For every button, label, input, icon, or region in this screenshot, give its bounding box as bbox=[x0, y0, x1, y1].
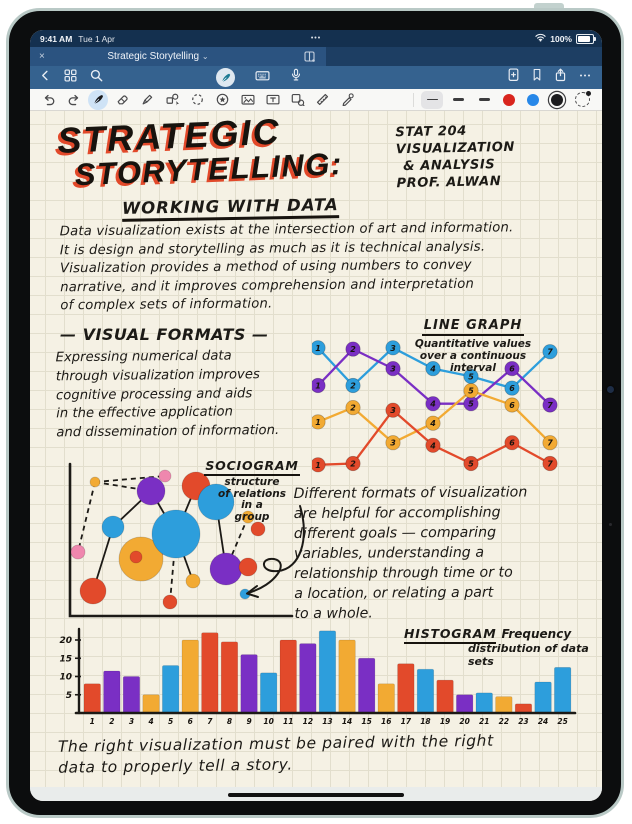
svg-text:2: 2 bbox=[109, 717, 115, 726]
sociogram-label: SOCIOGRAM structure of relations in a group bbox=[205, 458, 299, 523]
color-blue-button[interactable] bbox=[527, 94, 539, 106]
svg-text:6: 6 bbox=[509, 384, 515, 394]
add-page-button[interactable] bbox=[507, 68, 520, 87]
svg-text:4: 4 bbox=[430, 364, 436, 374]
svg-text:7: 7 bbox=[547, 401, 553, 410]
sociogram-arrow-icon bbox=[236, 499, 316, 609]
svg-text:7: 7 bbox=[547, 438, 553, 448]
svg-text:17: 17 bbox=[400, 717, 412, 726]
redo-button[interactable] bbox=[63, 90, 84, 110]
svg-text:4: 4 bbox=[148, 717, 154, 726]
svg-text:23: 23 bbox=[518, 717, 529, 726]
svg-text:6: 6 bbox=[509, 364, 515, 374]
wifi-icon bbox=[535, 33, 546, 44]
keyboard-button[interactable] bbox=[255, 69, 270, 87]
color-red-button[interactable] bbox=[503, 94, 515, 106]
svg-text:5: 5 bbox=[468, 459, 474, 469]
intro-paragraph: Data visualization exists at the intersection of art and information. It is design and storytelling as much as it is technical analysis. Visualization provides a method of using numbers to convey narrative, and it improves comprehension and interpretation of complex sets of information. bbox=[59, 220, 514, 314]
search-button[interactable] bbox=[90, 69, 103, 87]
svg-text:6: 6 bbox=[509, 401, 515, 410]
svg-text:3: 3 bbox=[390, 406, 396, 416]
svg-text:6: 6 bbox=[187, 717, 193, 726]
svg-text:3: 3 bbox=[128, 717, 135, 726]
svg-text:5: 5 bbox=[468, 386, 474, 396]
svg-text:6: 6 bbox=[509, 438, 515, 448]
pen-tool-button[interactable] bbox=[88, 90, 108, 110]
highlighter-tool-button[interactable] bbox=[137, 90, 158, 110]
svg-text:5: 5 bbox=[168, 717, 174, 726]
image-tool-button[interactable] bbox=[237, 90, 258, 110]
stroke-thick-button[interactable] bbox=[473, 91, 495, 109]
ipad-frame bbox=[6, 8, 624, 818]
svg-text:10: 10 bbox=[263, 717, 274, 726]
svg-text:5: 5 bbox=[65, 690, 72, 701]
main-toolbar bbox=[30, 66, 602, 89]
battery-icon bbox=[576, 34, 594, 44]
elements-tool-button[interactable] bbox=[287, 90, 308, 110]
ruler-tool-button[interactable] bbox=[312, 90, 333, 110]
tab-strategic-storytelling[interactable] bbox=[30, 47, 326, 66]
svg-text:7: 7 bbox=[547, 347, 553, 357]
text-tool-button[interactable] bbox=[262, 90, 283, 110]
svg-text:2: 2 bbox=[350, 381, 356, 391]
svg-text:9: 9 bbox=[246, 717, 252, 726]
note-title bbox=[57, 111, 344, 192]
tab-title[interactable]: Strategic Storytelling bbox=[107, 51, 200, 62]
undo-button[interactable] bbox=[38, 90, 59, 110]
back-button[interactable] bbox=[40, 69, 51, 87]
status-date: Tue 1 Apr bbox=[78, 33, 115, 44]
status-time: 9:41 AM bbox=[40, 33, 73, 44]
svg-text:12: 12 bbox=[302, 717, 314, 726]
svg-text:3: 3 bbox=[390, 364, 396, 374]
bookmark-button[interactable] bbox=[531, 68, 543, 87]
svg-text:8: 8 bbox=[226, 717, 233, 726]
svg-text:19: 19 bbox=[439, 717, 451, 726]
svg-text:5: 5 bbox=[468, 372, 474, 382]
eraser-tool-button[interactable] bbox=[112, 90, 133, 110]
chevron-down-icon[interactable]: ⌄ bbox=[201, 52, 209, 61]
side-sensor-icon bbox=[609, 523, 612, 526]
front-camera-icon bbox=[607, 386, 614, 393]
stroke-thin-button[interactable] bbox=[421, 91, 443, 109]
svg-text:7: 7 bbox=[547, 459, 553, 469]
svg-text:25: 25 bbox=[557, 717, 568, 726]
svg-text:24: 24 bbox=[537, 717, 549, 726]
svg-text:1: 1 bbox=[89, 717, 95, 726]
course-info: STAT 204 VISUALIZATION & ANALYSIS PROF. ALWAN bbox=[395, 123, 516, 192]
bottom-strip bbox=[30, 787, 602, 801]
battery-percent: 100% bbox=[550, 33, 572, 44]
histogram-title: HISTOGRAM bbox=[404, 626, 496, 644]
status-multitask-dots[interactable]: ••• bbox=[310, 35, 322, 42]
svg-text:22: 22 bbox=[498, 717, 510, 726]
toolbar-divider bbox=[413, 93, 414, 107]
close-tab-icon[interactable]: × bbox=[39, 51, 45, 62]
svg-text:3: 3 bbox=[390, 343, 396, 353]
closing-paragraph: The right visualization must be paired with the right data to properly tell a story. bbox=[57, 731, 494, 777]
histogram-label: HISTOGRAM Frequency distribution of data sets bbox=[404, 626, 589, 668]
tab-bar bbox=[30, 47, 602, 66]
svg-text:2: 2 bbox=[350, 403, 356, 413]
svg-text:1: 1 bbox=[315, 460, 321, 470]
status-bar bbox=[30, 30, 602, 47]
color-black-button[interactable] bbox=[551, 94, 563, 106]
pages-overview-button[interactable] bbox=[64, 69, 77, 87]
note-subtitle: WORKING WITH DATA bbox=[122, 195, 339, 222]
color-custom-button[interactable] bbox=[575, 92, 590, 107]
more-button[interactable] bbox=[578, 69, 592, 87]
svg-text:14: 14 bbox=[341, 717, 353, 726]
share-button[interactable] bbox=[554, 68, 567, 87]
sociogram-title: SOCIOGRAM bbox=[204, 458, 299, 476]
svg-text:11: 11 bbox=[283, 717, 294, 726]
line-graph-title: LINE GRAPH bbox=[422, 318, 525, 336]
svg-text:16: 16 bbox=[381, 717, 392, 726]
svg-text:13: 13 bbox=[322, 717, 333, 726]
svg-text:2: 2 bbox=[350, 345, 356, 355]
svg-text:3: 3 bbox=[390, 438, 396, 448]
visual-formats-heading: — VISUAL FORMATS — bbox=[60, 325, 269, 344]
svg-text:4: 4 bbox=[430, 399, 436, 409]
svg-text:4: 4 bbox=[430, 419, 436, 429]
svg-text:20: 20 bbox=[59, 636, 72, 646]
svg-text:1: 1 bbox=[315, 381, 321, 391]
microphone-button[interactable] bbox=[290, 68, 302, 87]
svg-text:10: 10 bbox=[59, 672, 72, 683]
stroke-medium-button[interactable] bbox=[447, 91, 469, 109]
formats-paragraph: Different formats of visualization are helpful for accomplishing different goals — comparing variables, understanding a relationship through time or to a location, or relating a part to a whole. bbox=[293, 484, 528, 623]
svg-text:18: 18 bbox=[420, 717, 431, 726]
shapes-tool-button[interactable] bbox=[162, 90, 183, 110]
note-title-line2: STORYTELLING: bbox=[74, 146, 344, 193]
svg-text:1: 1 bbox=[315, 417, 321, 427]
svg-text:15: 15 bbox=[361, 717, 372, 726]
svg-text:1: 1 bbox=[315, 343, 321, 353]
tool-options-bar bbox=[30, 89, 602, 111]
note-page[interactable] bbox=[30, 111, 602, 787]
svg-text:21: 21 bbox=[479, 717, 490, 726]
svg-text:15: 15 bbox=[59, 654, 72, 665]
tape-tool-button[interactable] bbox=[337, 90, 358, 110]
svg-text:5: 5 bbox=[468, 399, 474, 409]
svg-text:4: 4 bbox=[430, 441, 436, 451]
svg-text:20: 20 bbox=[459, 717, 470, 726]
svg-text:7: 7 bbox=[207, 717, 213, 726]
svg-text:2: 2 bbox=[350, 459, 356, 469]
note-title-line1: STRATEGIC bbox=[56, 110, 282, 161]
pen-mode-button[interactable] bbox=[216, 68, 235, 87]
lasso-tool-button[interactable] bbox=[187, 90, 208, 110]
sticker-tool-button[interactable] bbox=[212, 90, 233, 110]
line-graph-label: LINE GRAPH Quantitative values over a continuous interval bbox=[414, 318, 532, 374]
visual-formats-paragraph: Expressing numerical data through visualization improves cognitive processing and aids in the effective application and dissemination of information. bbox=[55, 348, 280, 441]
home-indicator[interactable] bbox=[228, 793, 404, 797]
ipad-screen bbox=[30, 30, 602, 801]
